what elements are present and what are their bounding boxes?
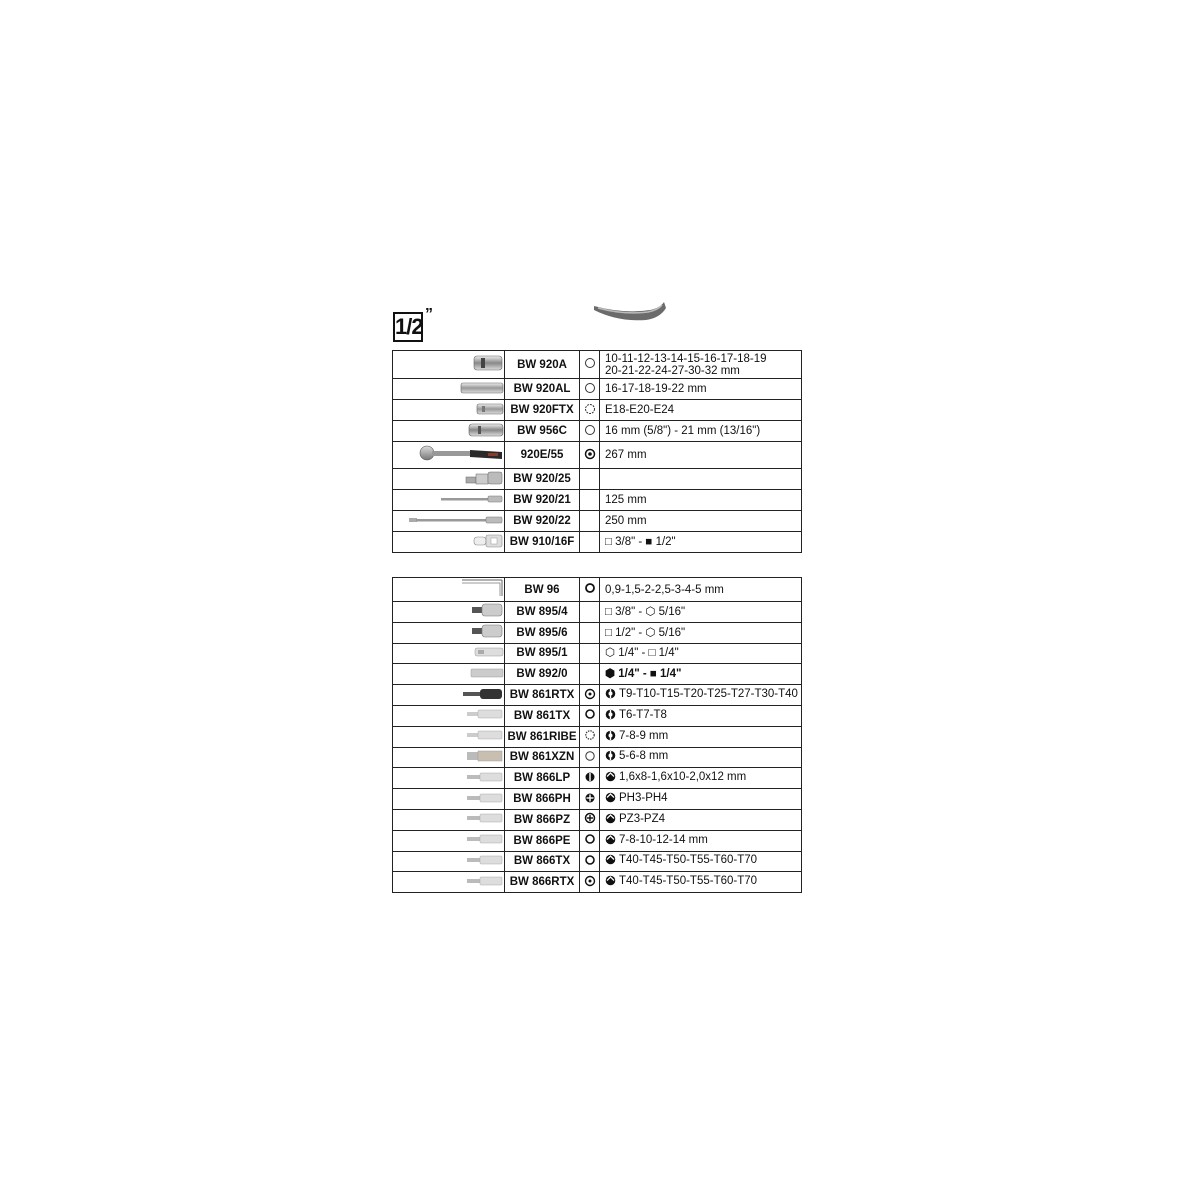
ratchet-icon (584, 448, 596, 463)
part-code: BW 892/0 (505, 664, 580, 685)
universal-joint-icon (464, 470, 504, 489)
spec-cell (600, 685, 802, 706)
spec-text: 16 mm (5/8") - 21 mm (13/16") (605, 425, 761, 437)
table-row (393, 789, 802, 810)
drive-size-badge: 1/2 (393, 312, 423, 342)
part-code: BW 920/25 (505, 469, 580, 490)
tool-image-cell (393, 664, 505, 685)
profile-symbol-cell (580, 768, 600, 789)
spec-cell (600, 622, 802, 643)
hex-bit-icon (584, 833, 596, 848)
spec-text: T40-T45-T50-T55-T60-T70 (619, 854, 758, 867)
tool-image-cell (393, 532, 505, 553)
hex-socket-icon (584, 424, 596, 439)
bit-holder-icon (470, 602, 504, 621)
tool-tray-edge-image (594, 300, 666, 322)
adapter-icon (472, 534, 504, 551)
spec-cell (600, 469, 802, 490)
tool-image-cell (393, 685, 505, 706)
spec-cell (600, 421, 802, 442)
torx-icon (584, 854, 596, 869)
bit-head-alt-icon (605, 834, 616, 848)
part-code: BW 895/4 (505, 602, 580, 623)
table-row (393, 511, 802, 532)
spec-text: 5-6-8 mm (619, 750, 669, 763)
spec-text: 1,6x8-1,6x10-2,0x12 mm (619, 771, 747, 784)
spec-text: □ 3/8" - ■ 1/2" (605, 536, 676, 548)
bit-head-icon (605, 750, 616, 764)
spec-cell (600, 578, 802, 602)
spec-cell (600, 705, 802, 726)
spec-text: ⬢ 1/4" - ■ 1/4" (605, 668, 682, 681)
long-bit-icon (466, 876, 504, 889)
spec-text: 7-8-10-12-14 mm (619, 833, 708, 846)
profile-symbol-cell (580, 685, 600, 706)
dark-bit-icon (462, 688, 504, 703)
spec-cell (600, 442, 802, 469)
tool-image-cell (393, 421, 505, 442)
torx-tamper-icon (584, 688, 596, 703)
profile-symbol-cell (580, 705, 600, 726)
tool-image-cell (393, 511, 505, 532)
part-code: BW 910/16F (505, 532, 580, 553)
table-row (393, 726, 802, 747)
part-code: 920E/55 (505, 442, 580, 469)
tool-image-cell (393, 643, 505, 664)
spec-text: 7-8-9 mm (619, 729, 669, 742)
spec-text: PH3-PH4 (619, 792, 668, 805)
spec-text: 125 mm (605, 494, 647, 506)
table-row (393, 421, 802, 442)
spec-cell (600, 511, 802, 532)
profile-symbol-cell (580, 664, 600, 685)
profile-symbol-cell (580, 400, 600, 421)
table-row (393, 705, 802, 726)
tool-image-cell (393, 726, 505, 747)
tool-image-cell (393, 705, 505, 726)
part-code: BW 861TX (505, 705, 580, 726)
spec-cell (600, 830, 802, 851)
spec-text: E18-E20-E24 (605, 404, 675, 416)
long-bit-icon (466, 855, 504, 868)
socket-parts-table (392, 350, 802, 553)
spec-cell (600, 851, 802, 872)
table-row (393, 469, 802, 490)
long-bit-icon (466, 834, 504, 847)
long-bit-icon (466, 793, 504, 806)
bit-head-alt-icon (605, 792, 616, 806)
spec-cell (600, 872, 802, 893)
spec-text: T6-T7-T8 (619, 708, 667, 721)
hex-socket-icon (584, 357, 596, 372)
profile-symbol-cell (580, 532, 600, 553)
long-bit-icon (466, 772, 504, 785)
spec-text: □ 1/2" - ⬡ 5/16" (605, 626, 686, 639)
long-bit-icon (466, 813, 504, 826)
part-code: BW 866LP (505, 768, 580, 789)
profile-symbol-cell (580, 578, 600, 602)
spec-text: 20-21-22-24-27-30-32 mm (605, 364, 740, 377)
table-row (393, 351, 802, 379)
long-extension-icon (408, 515, 504, 528)
spec-cell (600, 664, 802, 685)
table-row (393, 622, 802, 643)
profile-symbol-cell (580, 622, 600, 643)
tool-image-cell (393, 351, 505, 379)
spec-cell (600, 768, 802, 789)
spec-cell (600, 379, 802, 400)
tool-image-cell (393, 469, 505, 490)
part-code: BW 866PH (505, 789, 580, 810)
hex-socket-icon (584, 382, 596, 397)
tool-image-cell (393, 747, 505, 768)
tool-image-cell (393, 851, 505, 872)
torx-icon (584, 708, 596, 723)
ratchet-tool-icon (418, 445, 504, 466)
tool-image-cell (393, 789, 505, 810)
spec-cell (600, 490, 802, 511)
round-ring-icon (584, 582, 596, 597)
profile-symbol-cell (580, 809, 600, 830)
part-code: BW 861XZN (505, 747, 580, 768)
bit-head-alt-icon (605, 875, 616, 889)
bit-head-alt-icon (605, 854, 616, 868)
part-code: BW 866RTX (505, 872, 580, 893)
spec-cell (600, 400, 802, 421)
part-code: BW 956C (505, 421, 580, 442)
table-row (393, 578, 802, 602)
bit-adapter-icon (474, 646, 504, 661)
spec-text: 16-17-18-19-22 mm (605, 383, 707, 395)
bit-head-icon (605, 709, 616, 723)
socket-small-icon (476, 403, 504, 418)
table-row (393, 747, 802, 768)
table-row (393, 400, 802, 421)
profile-symbol-cell (580, 602, 600, 623)
tool-image-cell (393, 442, 505, 469)
spec-text: ⬡ 1/4" - □ 1/4" (605, 647, 679, 660)
bit-head-icon (605, 688, 616, 702)
slotted-icon (584, 771, 596, 786)
torx-e-icon (584, 403, 596, 418)
table-row (393, 685, 802, 706)
profile-symbol-cell (580, 511, 600, 532)
part-code: BW 861RTX (505, 685, 580, 706)
profile-symbol-cell (580, 442, 600, 469)
tool-image-cell (393, 872, 505, 893)
spec-text: □ 3/8" - ⬡ 5/16" (605, 605, 686, 618)
short-bit-icon (466, 750, 504, 765)
spark-plug-socket-icon (468, 423, 504, 440)
part-code: BW 920FTX (505, 400, 580, 421)
bit-head-alt-icon (605, 771, 616, 785)
spec-cell (600, 809, 802, 830)
part-code: BW 866TX (505, 851, 580, 872)
spec-text: 250 mm (605, 515, 647, 527)
tool-image-cell (393, 578, 505, 602)
part-code: BW 920/21 (505, 490, 580, 511)
part-code: BW 866PE (505, 830, 580, 851)
long-socket-icon (460, 382, 504, 397)
part-code: BW 920AL (505, 379, 580, 400)
tool-image-cell (393, 400, 505, 421)
spec-cell (600, 532, 802, 553)
tool-image-cell (393, 809, 505, 830)
table-row (393, 830, 802, 851)
tool-image-cell (393, 768, 505, 789)
table-row (393, 851, 802, 872)
table-row (393, 532, 802, 553)
hex-key-icon (460, 578, 504, 601)
phillips-icon (584, 792, 596, 807)
profile-symbol-cell (580, 872, 600, 893)
profile-symbol-cell (580, 830, 600, 851)
profile-symbol-cell (580, 789, 600, 810)
tool-image-cell (393, 379, 505, 400)
part-code: BW 895/1 (505, 643, 580, 664)
table-row (393, 490, 802, 511)
tool-image-cell (393, 490, 505, 511)
spec-cell (600, 789, 802, 810)
profile-symbol-cell (580, 469, 600, 490)
spec-text: T40-T45-T50-T55-T60-T70 (619, 875, 758, 888)
tool-image-cell (393, 830, 505, 851)
table-row (393, 442, 802, 469)
bit-icon (466, 730, 504, 743)
profile-symbol-cell (580, 490, 600, 511)
profile-symbol-cell (580, 379, 600, 400)
part-code: BW 861RIBE (505, 726, 580, 747)
profile-symbol-cell (580, 643, 600, 664)
profile-symbol-cell (580, 747, 600, 768)
profile-symbol-cell (580, 421, 600, 442)
part-code: BW 895/6 (505, 622, 580, 643)
part-code: BW 920A (505, 351, 580, 379)
pozidriv-icon (584, 812, 596, 827)
profile-symbol-cell (580, 851, 600, 872)
table-row (393, 872, 802, 893)
table-row (393, 768, 802, 789)
spec-cell (600, 643, 802, 664)
table-row (393, 379, 802, 400)
bit-adapter-small-icon (470, 667, 504, 682)
spec-text: 0,9-1,5-2-2,5-3-4-5 mm (605, 583, 724, 596)
spec-cell (600, 351, 802, 379)
spec-text: PZ3-PZ4 (619, 812, 666, 825)
tool-image-cell (393, 622, 505, 643)
spec-cell (600, 726, 802, 747)
bit-icon (466, 709, 504, 722)
bit-head-alt-icon (605, 813, 616, 827)
tool-image-cell (393, 602, 505, 623)
table-row (393, 809, 802, 830)
spec-cell (600, 747, 802, 768)
table-row (393, 664, 802, 685)
part-code: BW 866PZ (505, 809, 580, 830)
table-row (393, 643, 802, 664)
bit-holder-icon (470, 623, 504, 642)
spec-text: 267 mm (605, 449, 647, 461)
part-code: BW 920/22 (505, 511, 580, 532)
table-row (393, 602, 802, 623)
bit-head-icon (605, 730, 616, 744)
spec-text: T9-T10-T15-T20-T25-T27-T30-T40 (619, 688, 798, 701)
bit-parts-table (392, 577, 802, 893)
short-extension-icon (440, 494, 504, 507)
drive-size-inch-mark: ” (425, 306, 433, 323)
profile-symbol-cell (580, 726, 600, 747)
socket-icon (472, 354, 504, 375)
part-code: BW 96 (505, 578, 580, 602)
torx-tamper-icon (584, 875, 596, 890)
ribe-icon (584, 729, 596, 744)
spec-cell (600, 602, 802, 623)
xzn-icon (584, 750, 596, 765)
spec-text: 10-11-12-13-14-15-16-17-18-19 (605, 352, 767, 365)
profile-symbol-cell (580, 351, 600, 379)
